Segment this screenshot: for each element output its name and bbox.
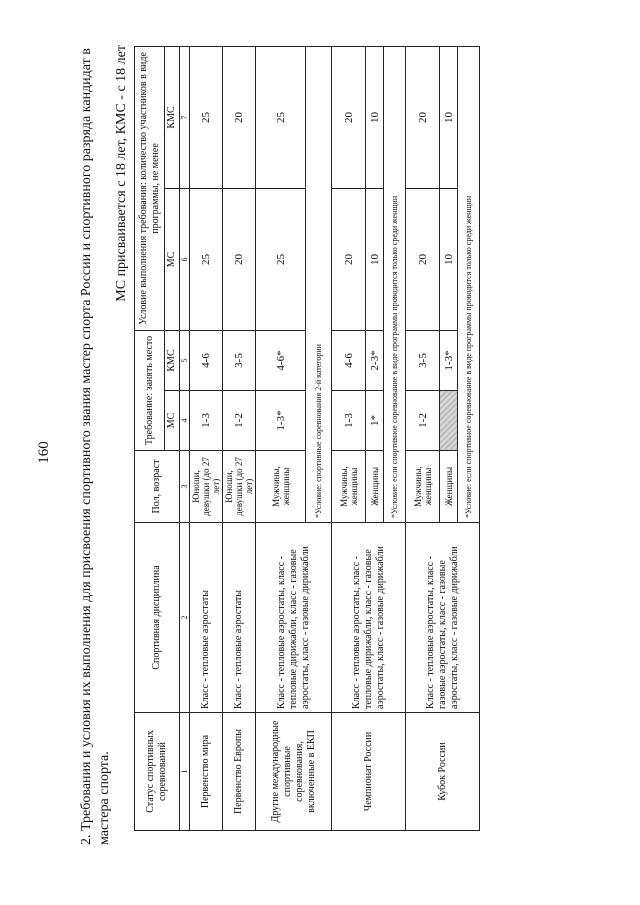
- cell-count-kms: 20: [223, 46, 256, 188]
- cell-discipline: Класс - тепловые аэростаты: [223, 523, 256, 713]
- cell-place-ms: 1*: [366, 391, 384, 451]
- cell-place-kms: 4-6: [190, 330, 223, 390]
- header-requirement: Требование: занять место: [135, 330, 165, 450]
- cell-count-kms: 25: [190, 46, 223, 188]
- header-ms: МС: [165, 391, 180, 451]
- cell-count-kms: 10: [366, 46, 384, 188]
- cell-sex-age: Юноши, девушки (до 27 лет): [223, 451, 256, 523]
- header-kms: КМС: [165, 330, 180, 390]
- cell-status: Другие международные спортивные соревнования, включенные в ЕКП: [256, 713, 332, 831]
- header-kms-count: КМС: [165, 46, 180, 188]
- header-sex-age: Пол, возраст: [135, 451, 180, 523]
- header-discipline: Спортивная дисциплина: [135, 523, 180, 713]
- table-row: [406, 46, 440, 830]
- cell-place-kms: 2-3*: [366, 330, 384, 390]
- column-number: 2: [180, 523, 190, 713]
- cell-count-ms: 10: [366, 188, 384, 330]
- cell-count-kms: 10: [440, 46, 458, 188]
- cell-sex-age: Мужчины, женщины: [406, 451, 440, 523]
- cell-place-ms: 1-3: [190, 391, 223, 451]
- cell-sex-age: Мужчины, женщины: [256, 451, 306, 523]
- header-condition: Условие выполнения требования: количество участников в виде программы, не менее: [135, 46, 165, 330]
- cell-status: Кубок России: [406, 713, 480, 831]
- cell-place-kms: 3-5: [406, 330, 440, 390]
- cell-place-ms: 1-3*: [256, 391, 306, 451]
- cell-place-kms: 4-6: [332, 330, 366, 390]
- cell-place-kms: 1-3*: [440, 330, 458, 390]
- cell-discipline: Класс - тепловые аэростаты: [190, 523, 223, 713]
- cell-discipline: Класс - тепловые аэростаты, класс - газовые аэростаты, класс - газовые аэростаты, класс - газовые дирижабли: [406, 523, 480, 713]
- cell-sex-age: Юноши, девушки (до 27 лет): [190, 451, 223, 523]
- header-status: Статус спортивных соревнований: [135, 713, 180, 831]
- column-number: 7: [180, 46, 190, 188]
- cell-place-ms: 1-2: [223, 391, 256, 451]
- cell-sex-age: Женщины: [366, 451, 384, 523]
- column-number: 6: [180, 188, 190, 330]
- condition-note: *Условие: если спортивное соревнование в виде программы проводится только среди женщин: [384, 46, 406, 522]
- cell-count-ms: 20: [406, 188, 440, 330]
- requirements-table: [134, 46, 480, 831]
- cell-place-ms-shaded: [440, 391, 458, 451]
- cell-count-ms: 25: [190, 188, 223, 330]
- table-row: [256, 46, 306, 830]
- column-number: 1: [180, 713, 190, 831]
- cell-discipline: Класс - тепловые аэростаты, класс - тепловые дирижабли, класс - газовые аэростаты, класс - газовые дирижабли: [332, 523, 406, 713]
- cell-count-ms: 20: [223, 188, 256, 330]
- cell-place-ms: 1-3: [332, 391, 366, 451]
- condition-note: *Условие: спортивные соревнования 2-й категории: [306, 46, 332, 522]
- table-row: [332, 46, 366, 830]
- cell-count-kms: 20: [406, 46, 440, 188]
- cell-place-ms: 1-2: [406, 391, 440, 451]
- cell-status: Первенство Европы: [223, 713, 256, 831]
- cell-discipline: Класс - тепловые аэростаты, класс - тепловые дирижабли, класс - газовые аэростаты, класс - газовые дирижабли: [256, 523, 332, 713]
- table-row: [190, 46, 223, 830]
- section-heading: 2. Требования и условия их выполнения для присвоения спортивного звания мастер спорта России и спортивного разряда кандидат в мастера спорта.: [79, 48, 112, 845]
- page-number: 160: [36, 441, 52, 464]
- cell-sex-age: Мужчины, женщины: [332, 451, 366, 523]
- cell-place-kms: 4-6*: [256, 330, 306, 390]
- column-number: 5: [180, 330, 190, 390]
- column-number: 3: [180, 451, 190, 523]
- cell-status: Первенство мира: [190, 713, 223, 831]
- cell-place-kms: 3-5: [223, 330, 256, 390]
- cell-count-kms: 20: [332, 46, 366, 188]
- cell-count-ms: 25: [256, 188, 306, 330]
- cell-status: Чемпионат России: [332, 713, 406, 831]
- cell-sex-age: Женщины: [440, 451, 458, 523]
- header-ms-count: МС: [165, 188, 180, 330]
- table-row: [223, 46, 256, 830]
- cell-count-ms: 10: [440, 188, 458, 330]
- age-subheading: МС присваивается с 18 лет, КМС - с 18 лет: [114, 45, 129, 302]
- cell-count-kms: 25: [256, 46, 306, 188]
- cell-count-ms: 20: [332, 188, 366, 330]
- condition-note: *Условие: если спортивное соревнование в виде программы проводится только среди женщин: [458, 46, 480, 522]
- column-number: 4: [180, 391, 190, 451]
